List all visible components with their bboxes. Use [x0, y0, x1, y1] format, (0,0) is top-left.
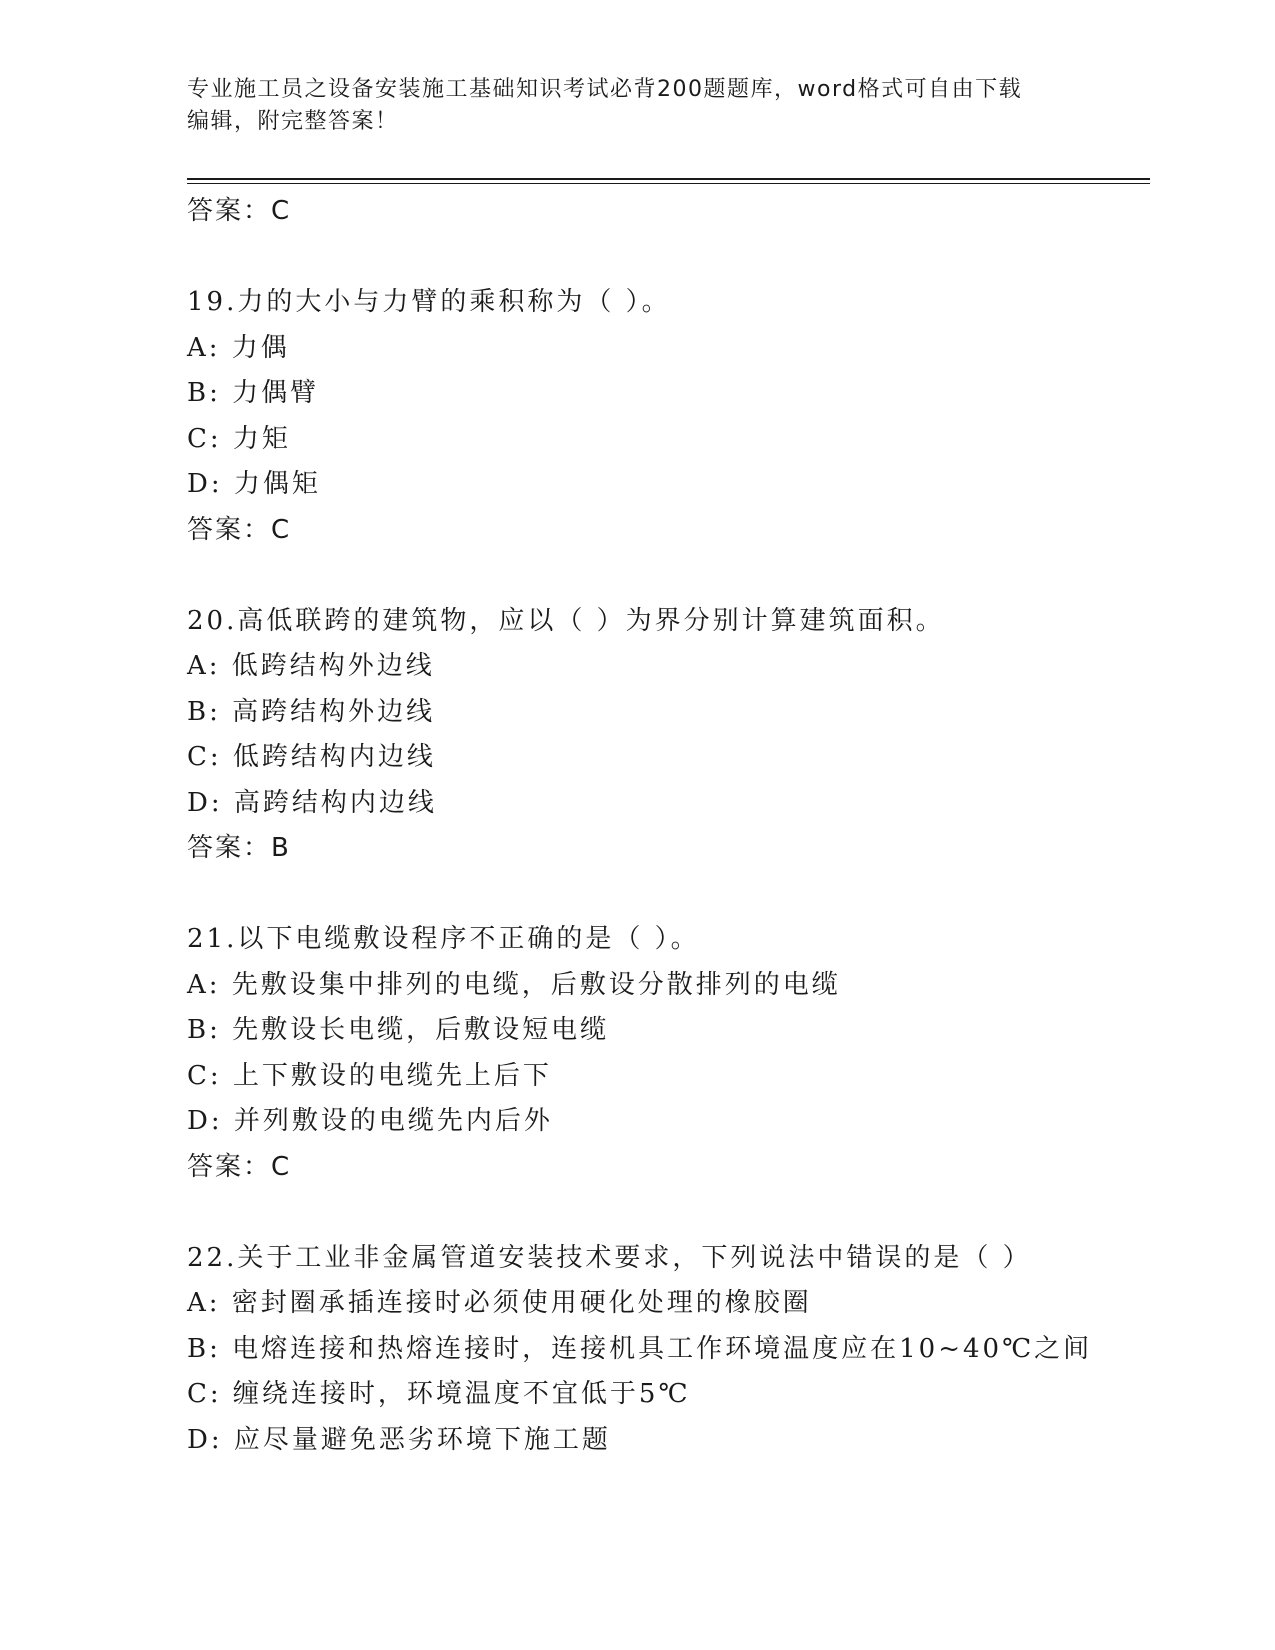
spacer: [187, 1190, 1147, 1236]
answer-line: 答案：C: [187, 196, 292, 226]
header-line-1: 专业施工员之设备安装施工基础知识考试必背200题题库，word格式可自由下载: [187, 77, 1023, 102]
answer-line: 答案：C: [187, 1151, 292, 1182]
header-line-2: 编辑，附完整答案！: [187, 109, 399, 134]
option-b: B: 先敷设长电缆，后敷设短电缆: [187, 1015, 610, 1045]
option-d: D: 应尽量避免恶劣环境下施工题: [187, 1424, 611, 1455]
question-block: [187, 1236, 1147, 1464]
header-rule-thick: [187, 178, 1150, 180]
document-header: [187, 74, 1067, 138]
spacer: [187, 235, 1147, 281]
option-a: A: 密封圈承插连接时必须使用硬化处理的橡胶圈: [187, 1288, 812, 1318]
answer-line: 答案：C: [187, 514, 292, 545]
answer-line: 答案：B: [187, 833, 291, 863]
option-c: C: 上下敷设的电缆先上后下: [187, 1060, 552, 1091]
option-a: A: 力偶: [187, 332, 290, 363]
option-d: D: 高跨结构内边线: [187, 787, 437, 818]
option-d: D: 并列敷设的电缆先内后外: [187, 1106, 553, 1136]
question-stem: 20.高低联跨的建筑物，应以（ ）为界分别计算建筑面积。: [187, 605, 945, 636]
header-rule-thin: [187, 183, 1150, 184]
question-list: [187, 189, 1147, 1463]
option-a: A: 先敷设集中排列的电缆，后敷设分散排列的电缆: [187, 969, 841, 1000]
option-b: B: 电熔连接和热熔连接时，连接机具工作环境温度应在10~40℃之间: [187, 1333, 1093, 1364]
option-b: B: 高跨结构外边线: [187, 696, 436, 727]
option-d: D: 力偶矩: [187, 469, 321, 499]
option-c: C: 缠绕连接时，环境温度不宜低于5℃: [187, 1379, 691, 1409]
question-stem: 21.以下电缆敷设程序不正确的是（ ）。: [187, 924, 700, 954]
option-b: B: 力偶臂: [187, 378, 320, 408]
question-block: [187, 280, 1147, 553]
question-stem: 22.关于工业非金属管道安装技术要求，下列说法中错误的是（ ）: [187, 1242, 1032, 1273]
spacer: [187, 553, 1147, 599]
option-c: C: 力矩: [187, 423, 291, 454]
option-a: A: 低跨结构外边线: [187, 651, 435, 681]
question-block: [187, 599, 1147, 872]
spacer: [187, 872, 1147, 918]
question-stem: 19.力的大小与力臂的乘积称为（ ）。: [187, 287, 671, 317]
option-c: C: 低跨结构内边线: [187, 742, 436, 772]
question-block: [187, 917, 1147, 1190]
